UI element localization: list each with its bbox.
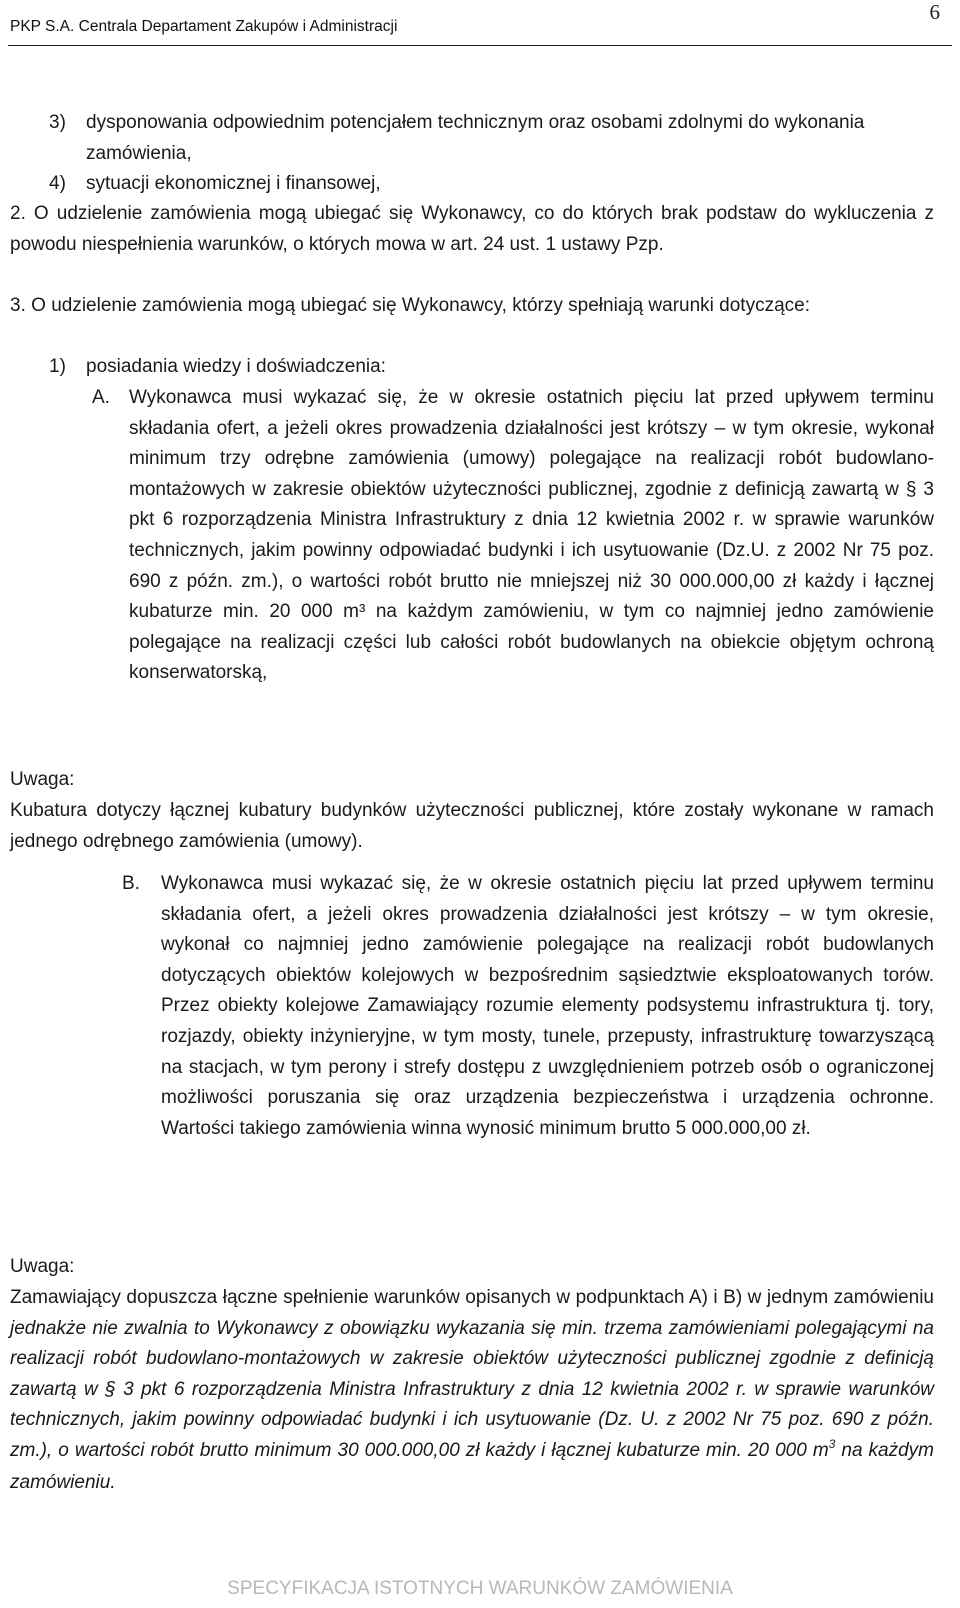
note-1-text: Kubatura dotyczy łącznej kubatury budynków użyteczności publicznej, które zostały wykonane w ramach jednego odrębnego zamówienia (umowy). — [10, 800, 934, 852]
subitem-1-text: posiadania wiedzy i doświadczenia: — [86, 356, 386, 377]
note-2-superscript: 3 — [828, 1436, 836, 1451]
paragraph-3 — [10, 291, 934, 322]
paragraph-2-text: O udzielenie zamówienia mogą ubiegać się Wykonawcy, co do których brak podstaw do wykluczenia z powodu niespełnienia warunków, o których mowa w art. 24 ust. 1 ustawy Pzp. — [10, 203, 935, 255]
note-1-label: Uwaga: — [10, 769, 75, 790]
page-footer: SPECYFIKACJA ISTOTNYCH WARUNKÓW ZAMÓWIENIA — [227, 1578, 733, 1599]
condition-b-label: B. — [122, 873, 140, 894]
condition-a-label: A. — [92, 387, 110, 408]
condition-b-text: Wykonawca musi wykazać się, że w okresie ostatnich pięciu lat przed upływem terminu składania ofert, a jeżeli okres prowadzenia działalności jest krótszy – w tym okresie, wykonał co najmniej jedno zamówienie polegające na realizacji robót budowlanych dotyczących obiektów kolejowych w bezpośrednim sąsiedztwie eksploatowanych torów. Przez obiekty kolejowe Zamawiający rozumie elementy podsystemu infrastruktura tj. tory, rozjazdy, obiekty inżynieryjne, w tym mosty, tunele, przepusty, infrastrukturę towarzyszącą na stacjach, w tym perony i strefy dostępu z uwzględnieniem potrzeb osób o ograniczonej możliwości poruszania się oraz urządzenia bezpieczeństwa i urządzenia ochronne. Wartości takiego zamówienia winna wynosić minimum brutto 5 000.000,00 zł. — [161, 873, 934, 1139]
item-3-text: dysponowania odpowiednim potencjałem technicznym oraz osobami zdolnymi do wykonania zamówienia, — [86, 112, 865, 164]
paragraph-2 — [10, 199, 934, 260]
note-2-label: Uwaga: — [10, 1256, 75, 1277]
note-2-text-normal: Zamawiający dopuszcza łączne spełnienie warunków opisanych w podpunktach A) i B) w jednym zamówieniu — [10, 1287, 934, 1308]
paragraph-2-label: 2. — [10, 203, 26, 224]
item-4-label: 4) — [49, 173, 66, 194]
note-2-text — [10, 1283, 934, 1498]
header-divider — [8, 45, 952, 46]
paragraph-3-label: 3. — [10, 295, 26, 316]
page-header: PKP S.A. Centrala Departament Zakupów i Administracji — [10, 18, 398, 35]
page-number: 6 — [929, 0, 940, 24]
item-4-text: sytuacji ekonomicznej i finansowej, — [86, 173, 381, 194]
condition-a-text: Wykonawca musi wykazać się, że w okresie ostatnich pięciu lat przed upływem terminu składania ofert, a jeżeli okres prowadzenia działalności jest krótszy – w tym okresie, wykonał minimum trzy odrębne zamówienia (umowy) polegające na realizacji robót budowlano-montażowych w zakresie obiektów użyteczności publicznej, zgodnie z definicją zawartą w § 3 pkt 6 rozporządzenia Ministra Infrastruktury z dnia 12 kwietnia 2002 r. w sprawie warunków technicznych, jakim powinny odpowiadać budynki i ich usytuowanie (Dz.U. z 2002 Nr 75 poz. 690 z późn. zm.), o wartości robót brutto nie mniejszej niż 30 000.000,00 zł każdy i łącznej kubaturze min. 20 000 m³ na każdym zamówieniu, w tym co najmniej jedno zamówienie polegające na realizacji części lub całości robót budowlanych na obiekcie objętym ochroną konserwatorską, — [129, 387, 934, 684]
item-3-label: 3) — [49, 112, 66, 133]
note-2-text-tail: na każdym zamówieniu. — [10, 1439, 934, 1493]
paragraph-3-text: O udzielenie zamówienia mogą ubiegać się Wykonawcy, którzy spełniają warunki dotyczące: — [31, 295, 810, 316]
note-2-text-italic: jednakże nie zwalnia to Wykonawcy z obowiązku wykazania się min. trzema zamówieniami polegającymi na realizacji robót budowlano-montażowych w zakresie obiektów użyteczności publicznej zgodnie z definicją zawartą w § 3 pkt 6 rozporządzenia Ministra Infrastruktury z dnia 12 kwietnia 2002 r. w sprawie warunków technicznych, jakim powinny odpowiadać budynki i ich usytuowanie (Dz. U. z 2002 Nr 75 poz. 690 z późn. zm.), o wartości robót brutto minimum 30 000.000,00 zł każdy i łącznej kubaturze min. 20 000 m — [10, 1317, 934, 1461]
subitem-1-label: 1) — [49, 356, 66, 377]
